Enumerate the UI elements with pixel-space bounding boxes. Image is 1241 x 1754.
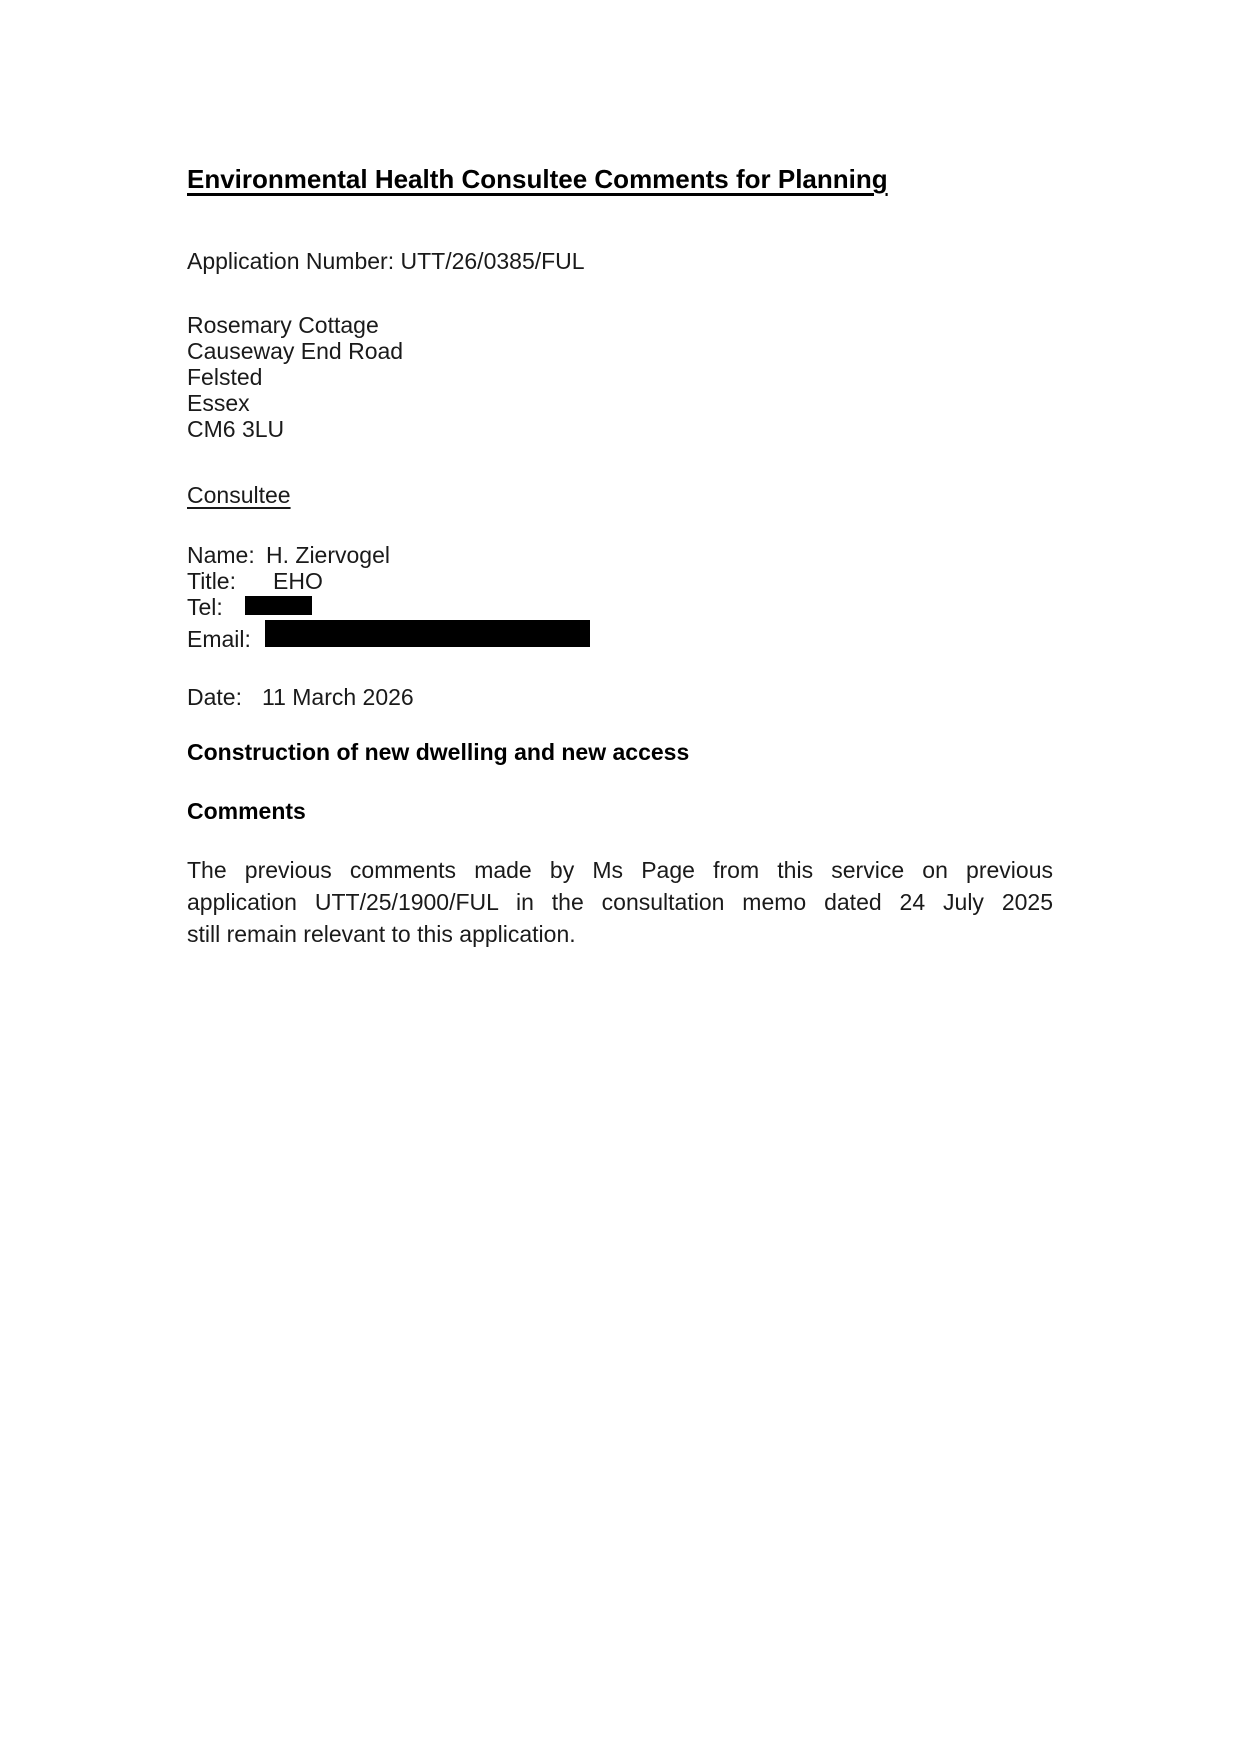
- email-redaction-box: [265, 620, 590, 647]
- site-address-block: [187, 312, 403, 442]
- consultee-section-heading: Consultee: [187, 482, 291, 508]
- consultee-tel-row: [187, 594, 590, 620]
- date-label: Date:: [187, 684, 242, 710]
- date-row: [187, 684, 414, 710]
- name-label: Name:: [187, 542, 255, 568]
- name-value: H. Ziervogel: [266, 542, 390, 568]
- document-title: Environmental Health Consultee Comments for Planning: [187, 164, 888, 194]
- address-line: Causeway End Road: [187, 338, 404, 364]
- comments-paragraph-line: The previous comments made by Ms Page from this service on previous: [187, 857, 1053, 883]
- tel-redaction-box: [245, 596, 312, 615]
- consultee-details-block: [187, 542, 590, 652]
- comments-paragraph-line: still remain relevant to this application.: [187, 921, 576, 947]
- application-number-line: Application Number: UTT/26/0385/FUL: [187, 248, 585, 274]
- consultee-name-row: [187, 542, 590, 568]
- comments-paragraph: [187, 854, 1053, 950]
- proposal-description-heading: Construction of new dwelling and new access: [187, 739, 690, 765]
- tel-label: Tel:: [187, 594, 223, 620]
- address-line: CM6 3LU: [187, 416, 285, 442]
- comments-paragraph-line: application UTT/25/1900/FUL in the consultation memo dated 24 July 2025: [187, 889, 1053, 915]
- consultee-email-row: [187, 620, 590, 652]
- title-value: EHO: [273, 568, 323, 594]
- title-label: Title:: [187, 568, 236, 594]
- email-label: Email:: [187, 626, 251, 652]
- consultee-title-row: [187, 568, 590, 594]
- address-line: Felsted: [187, 364, 263, 390]
- date-value: 11 March 2026: [262, 684, 414, 710]
- address-line: Essex: [187, 390, 250, 416]
- comments-section-heading: Comments: [187, 798, 306, 824]
- address-line: Rosemary Cottage: [187, 312, 379, 338]
